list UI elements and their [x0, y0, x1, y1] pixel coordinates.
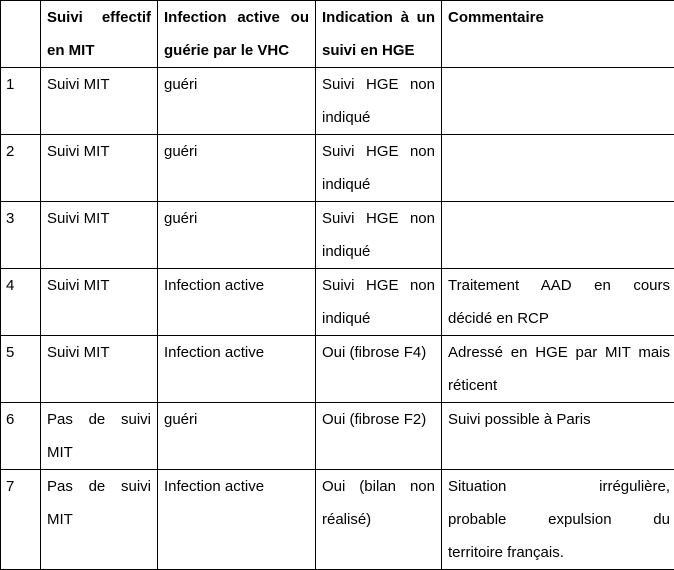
suivi-line: Pas de suivi: [47, 403, 151, 436]
commentaire-cell: [442, 135, 674, 202]
indication-cell: [316, 269, 442, 336]
suivi-line: Suivi MIT: [47, 135, 151, 168]
commentaire-line: probable expulsion du: [448, 503, 670, 536]
infection-cell: guéri: [158, 68, 316, 135]
suivi-line: MIT: [47, 436, 151, 469]
table-row: [1, 403, 674, 470]
table-row: [1, 68, 674, 135]
infection-cell: guéri: [158, 403, 316, 470]
commentaire-cell: [442, 202, 674, 269]
indication-cell: [316, 135, 442, 202]
row-number-cell: 6: [1, 403, 41, 470]
indication-line: Suivi HGE non: [322, 202, 435, 235]
header-indication-line: suivi en HGE: [322, 34, 435, 67]
header-indication-line: Indication à un: [322, 1, 435, 34]
header-cell-commentaire: Commentaire: [442, 1, 674, 68]
indication-line: Oui (bilan non: [322, 470, 435, 503]
indication-cell: [316, 202, 442, 269]
row-number-cell: 7: [1, 470, 41, 570]
indication-cell: [316, 403, 442, 470]
header-row: [1, 1, 674, 68]
indication-cell: [316, 470, 442, 570]
header-cell-indication: [316, 1, 442, 68]
suivi-line: Suivi MIT: [47, 202, 151, 235]
indication-line: indiqué: [322, 302, 435, 335]
suivi-cell: [41, 135, 158, 202]
header-cell-infection: [158, 1, 316, 68]
indication-line: Oui (fibrose F2): [322, 403, 435, 436]
suivi-cell: [41, 269, 158, 336]
row-number-cell: 1: [1, 68, 41, 135]
commentaire-line: territoire français.: [448, 536, 670, 569]
header-suivi-line: Suivi effectif: [47, 1, 151, 34]
suivi-line: Suivi MIT: [47, 269, 151, 302]
header-cell-number: [1, 1, 41, 68]
suivi-line: Pas de suivi: [47, 470, 151, 503]
commentaire-line: Traitement AAD en cours: [448, 269, 670, 302]
commentaire-line: Adressé en HGE par MIT mais: [448, 336, 670, 369]
infection-cell: guéri: [158, 202, 316, 269]
suivi-cell: [41, 336, 158, 403]
suivi-cell: [41, 403, 158, 470]
suivi-cell: [41, 470, 158, 570]
table-body: [1, 68, 674, 570]
commentaire-line: Situation irrégulière,: [448, 470, 670, 503]
indication-cell: [316, 336, 442, 403]
indication-line: réalisé): [322, 503, 435, 536]
infection-cell: Infection active: [158, 269, 316, 336]
indication-line: indiqué: [322, 168, 435, 201]
suivi-line: Suivi MIT: [47, 68, 151, 101]
row-number-cell: 3: [1, 202, 41, 269]
infection-cell: Infection active: [158, 470, 316, 570]
commentaire-cell: [442, 336, 674, 403]
suivi-line: Suivi MIT: [47, 336, 151, 369]
commentaire-line: décidé en RCP: [448, 302, 670, 335]
row-number-cell: 4: [1, 269, 41, 336]
indication-line: indiqué: [322, 101, 435, 134]
commentaire-line: Suivi possible à Paris: [448, 403, 670, 436]
indication-line: Suivi HGE non: [322, 135, 435, 168]
row-number-cell: 2: [1, 135, 41, 202]
header-infection-line: Infection active ou: [164, 1, 309, 34]
header-suivi-line: en MIT: [47, 34, 151, 67]
indication-line: indiqué: [322, 235, 435, 268]
row-number-cell: 5: [1, 336, 41, 403]
indication-line: Oui (fibrose F4): [322, 336, 435, 369]
infection-cell: Infection active: [158, 336, 316, 403]
suivi-cell: [41, 202, 158, 269]
table-row: [1, 202, 674, 269]
indication-cell: [316, 68, 442, 135]
header-infection-line: guérie par le VHC: [164, 34, 309, 67]
indication-line: Suivi HGE non: [322, 269, 435, 302]
indication-line: Suivi HGE non: [322, 68, 435, 101]
suivi-line: MIT: [47, 503, 151, 536]
commentaire-cell: [442, 68, 674, 135]
table-row: [1, 135, 674, 202]
infection-cell: guéri: [158, 135, 316, 202]
table-row: [1, 336, 674, 403]
commentaire-cell: [442, 470, 674, 570]
table-row: [1, 269, 674, 336]
commentaire-line: réticent: [448, 369, 670, 402]
commentaire-cell: [442, 269, 674, 336]
table-row: [1, 470, 674, 570]
header-cell-suivi: [41, 1, 158, 68]
commentaire-cell: [442, 403, 674, 470]
suivi-cell: [41, 68, 158, 135]
